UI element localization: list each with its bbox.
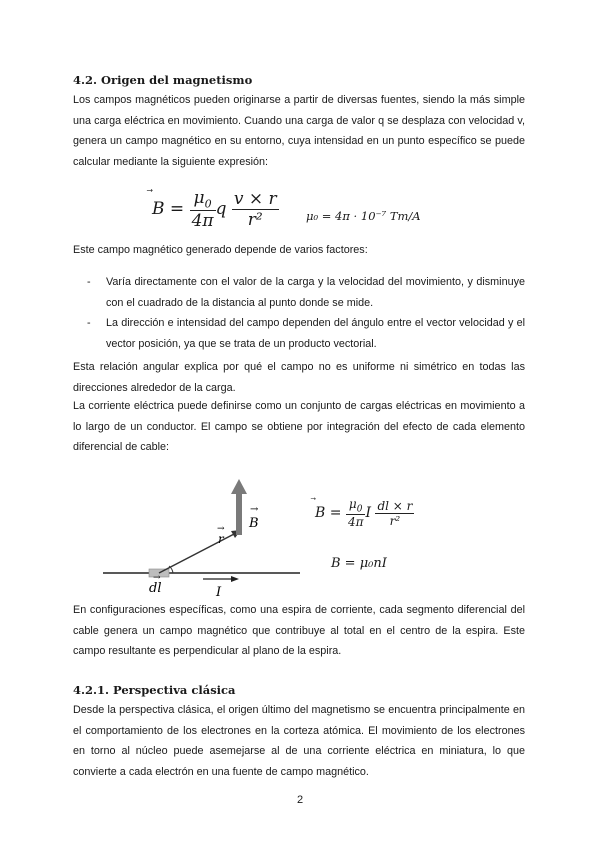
angular-paragraph: Esta relación angular explica por qué el campo no es uniforme ni simétrico en todas las direcciones alrededor de la carga.: [73, 361, 525, 394]
current-element-diagram: [95, 475, 310, 605]
eq2-cross-product: dl × r: [377, 498, 413, 513]
eq1-r-squared: r²: [247, 210, 263, 231]
eq2-lhs: B: [315, 505, 326, 522]
section-heading: 4.2. Origen del magnetismo: [73, 73, 253, 87]
eq2-r-squared: r²: [389, 513, 401, 528]
classical-paragraph: Desde la perspectiva clásica, el origen último del magnetismo se encuentra principalmente en el comportamiento de los electrones en la corteza atómica. El movimiento de los electrones en torno al núcleo puede asemejarse al de una corriente eléctrica en miniatura, lo que convierte a cada electrón en una fuente de campo magnético.: [73, 704, 525, 778]
eq1-four-pi: 4π: [191, 211, 214, 232]
label-dl-arrow: →: [153, 573, 161, 583]
bullet-text: La dirección e intensidad del campo dependen del ángulo entre el vector velocidad y el vector posición, ya que se trata de un producto vectorial.: [106, 317, 525, 350]
biot-savart-charge-equation: [152, 188, 279, 231]
eq1-lhs: B: [152, 199, 165, 220]
label-r: r: [218, 532, 224, 546]
eq1-cross-product: v × r: [233, 189, 277, 210]
intro-paragraph: Los campos magnéticos pueden originarse a partir de diversas fuentes, siendo la más simple una carga eléctrica en movimiento. Cuando una carga de valor q se desplaza con velocidad v, genera un campo magnético en su entorno, cuya intensidad en un punto específico se puede calcular mediante la siguiente expresión:: [73, 94, 525, 168]
b-vector-head: [231, 479, 247, 494]
loop-paragraph: En configuraciones específicas, como una espira de corriente, cada segmento diferencial del cable genera un campo magnético que contribuye al total en el centro de la espira. Este campo resultante es perpendicular al plano de la espira.: [73, 604, 525, 657]
list-item: [73, 272, 525, 313]
eq2-mu: μ: [348, 497, 357, 511]
eq1-constant-fraction: [190, 188, 216, 231]
eq1-mu: μ: [193, 188, 205, 208]
bullet-text: Varía directamente con el valor de la carga y la velocidad del movimiento, y disminuye con el cuadrado de la distancia al punto donde se mide.: [106, 276, 525, 309]
eq1-equals: =: [169, 199, 185, 220]
eq2-cross-fraction: [375, 499, 414, 528]
eq2-mu-sub: 0: [356, 504, 363, 515]
b-vector: [236, 493, 242, 535]
eq1-charge: q: [215, 199, 227, 220]
factors-list: [73, 272, 525, 354]
eq1-mu-sub: 0: [204, 197, 212, 211]
current-paragraph: La corriente eléctrica puede definirse como un conjunto de cargas eléctricas en movimiento a lo largo de un conductor. El campo se obtiene por integración del efecto de cada elemento diferencial de cable:: [73, 400, 525, 453]
biot-savart-wire-equation: [315, 497, 414, 529]
label-b-arrow: →: [250, 504, 259, 515]
label-current: I: [216, 585, 222, 600]
eq1-cross-fraction: [232, 189, 279, 230]
factors-intro: Este campo magnético generado depende de varios factores:: [73, 244, 368, 256]
page-number: 2: [296, 794, 304, 806]
eq2-four-pi: 4π: [347, 515, 364, 530]
label-r-arrow: →: [217, 524, 225, 534]
list-item: [73, 313, 525, 354]
label-dl: dl: [149, 581, 162, 596]
current-arrow-head: [231, 576, 239, 582]
bullet-marker: -: [87, 276, 91, 288]
subsection-heading: 4.2.1. Perspectiva clásica: [73, 683, 236, 697]
label-b: B: [249, 516, 259, 531]
solenoid-equation: B = μ₀nI: [331, 556, 387, 571]
bullet-marker: -: [87, 317, 91, 329]
eq2-constant-fraction: [346, 497, 366, 529]
eq2-current: I: [365, 505, 371, 522]
mu0-definition: μ₀ = 4π · 10⁻⁷ Tm/A: [306, 209, 421, 223]
eq2-equals: =: [329, 505, 342, 522]
